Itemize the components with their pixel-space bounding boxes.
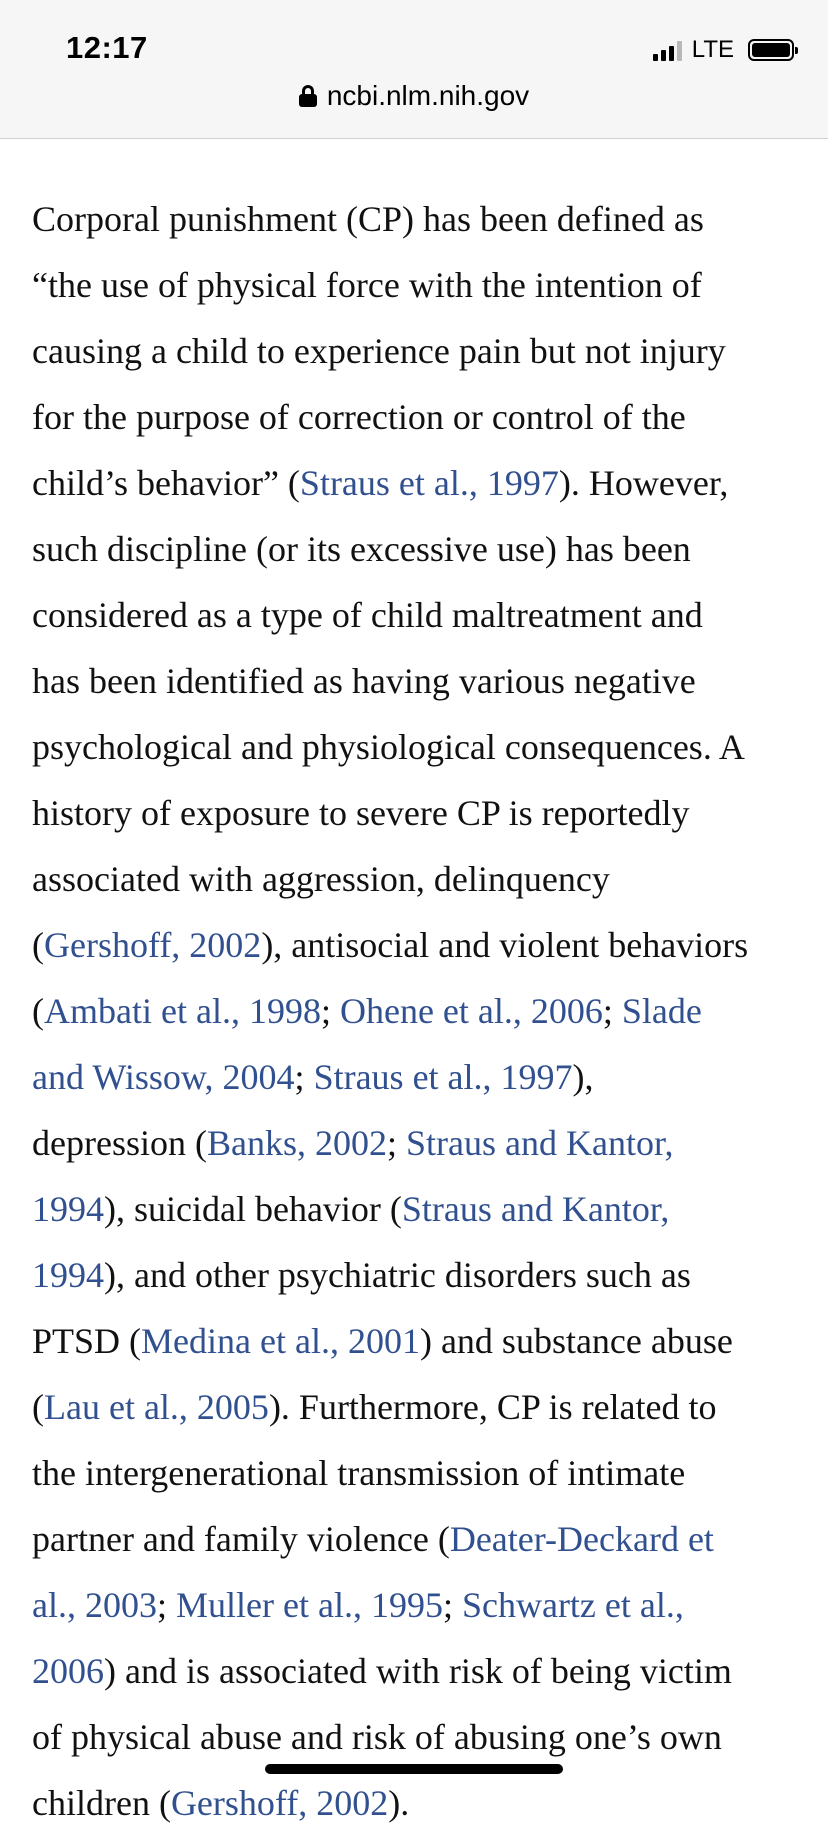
text-segment: (: [32, 925, 44, 965]
text-line: [32, 912, 802, 978]
text-segment: Corporal punishment (CP) has been defined as: [32, 199, 704, 239]
text-line: [32, 450, 802, 516]
text-line: [32, 648, 802, 714]
text-line: [32, 1506, 802, 1572]
text-segment: history of exposure to severe CP is reportedly: [32, 793, 690, 833]
text-segment: causing a child to experience pain but not injury: [32, 331, 726, 371]
text-line: [32, 780, 802, 846]
citation-link[interactable]: Deater-Deckard et: [449, 1519, 714, 1559]
text-line: [32, 1044, 802, 1110]
text-segment: ), and other psychiatric disorders such as: [104, 1255, 691, 1295]
text-segment: (: [32, 1387, 44, 1427]
text-line: [32, 516, 802, 582]
citation-link[interactable]: Slade: [621, 991, 702, 1031]
citation-link[interactable]: Ambati et al., 1998: [44, 991, 321, 1031]
citation-link[interactable]: Gershoff, 2002: [170, 1783, 389, 1823]
citation-link[interactable]: Straus and Kantor,: [405, 1123, 674, 1163]
text-line: [32, 978, 802, 1044]
text-segment: ).: [388, 1783, 410, 1823]
citation-link[interactable]: Muller et al., 1995: [176, 1585, 443, 1625]
text-segment: ) and is associated with risk of being victim: [104, 1651, 732, 1691]
network-type: LTE: [691, 36, 734, 63]
citation-link[interactable]: and Wissow, 2004: [32, 1057, 295, 1097]
url-text[interactable]: ncbi.nlm.nih.gov: [326, 80, 530, 111]
text-segment: ). However,: [558, 463, 729, 503]
text-segment: child’s behavior” (: [32, 463, 300, 503]
text-line: [32, 1308, 802, 1374]
text-segment: ;: [294, 1057, 314, 1097]
citation-link[interactable]: Gershoff, 2002: [44, 925, 262, 965]
text-segment: partner and family violence (: [32, 1519, 450, 1559]
home-indicator[interactable]: [265, 1764, 563, 1774]
text-segment: ), antisocial and violent behaviors: [261, 925, 749, 965]
citation-link[interactable]: 1994: [32, 1189, 104, 1229]
text-segment: ;: [602, 991, 622, 1031]
text-segment: ;: [442, 1585, 462, 1625]
text-segment: considered as a type of child maltreatment and: [32, 595, 703, 635]
text-segment: has been identified as having various negative: [32, 661, 696, 701]
text-segment: ) and substance abuse: [419, 1321, 733, 1361]
text-segment: PTSD (: [32, 1321, 142, 1361]
citation-link[interactable]: Lau et al., 2005: [44, 1387, 269, 1427]
text-line: [32, 186, 802, 252]
text-segment: for the purpose of correction or control of the: [32, 397, 686, 437]
status-indicators: [653, 36, 794, 64]
text-line: [32, 1110, 802, 1176]
text-segment: ;: [320, 991, 340, 1031]
text-segment: ),: [572, 1057, 594, 1097]
citation-link[interactable]: 2006: [32, 1651, 104, 1691]
text-segment: children (: [32, 1783, 171, 1823]
article-body: [32, 186, 802, 1836]
text-segment: ), suicidal behavior (: [104, 1189, 402, 1229]
citation-link[interactable]: Straus et al., 1997: [313, 1057, 573, 1097]
signal-icon: [653, 39, 682, 61]
text-line: [32, 318, 802, 384]
citation-link[interactable]: 1994: [32, 1255, 104, 1295]
text-line: [32, 1770, 802, 1836]
citation-link[interactable]: al., 2003: [32, 1585, 157, 1625]
citation-link[interactable]: Banks, 2002: [206, 1123, 387, 1163]
text-line: [32, 1704, 802, 1770]
text-segment: associated with aggression, delinquency: [32, 859, 610, 899]
text-segment: ;: [386, 1123, 406, 1163]
text-line: [32, 384, 802, 450]
citation-link[interactable]: Schwartz et al.,: [461, 1585, 684, 1625]
text-segment: ;: [156, 1585, 176, 1625]
text-segment: the intergenerational transmission of intimate: [32, 1453, 686, 1493]
text-segment: depression (: [32, 1123, 207, 1163]
text-line: [32, 1374, 802, 1440]
address-bar[interactable]: [0, 74, 828, 118]
status-time: 12:17: [66, 30, 148, 65]
text-line: [32, 1242, 802, 1308]
article-paragraph: [32, 186, 802, 1836]
text-line: [32, 714, 802, 780]
citation-link[interactable]: Straus et al., 1997: [299, 463, 559, 503]
citation-link[interactable]: Straus and Kantor,: [401, 1189, 670, 1229]
text-line: [32, 1176, 802, 1242]
citation-link[interactable]: Medina et al., 2001: [141, 1321, 420, 1361]
text-line: [32, 1638, 802, 1704]
text-segment: ). Furthermore, CP is related to: [268, 1387, 717, 1427]
text-segment: psychological and physiological consequences. A: [32, 727, 745, 767]
text-segment: (: [32, 991, 44, 1031]
battery-icon: [748, 39, 794, 61]
browser-top-bar: [0, 0, 828, 139]
text-line: [32, 1572, 802, 1638]
citation-link[interactable]: Ohene et al., 2006: [339, 991, 603, 1031]
lock-icon: [299, 85, 317, 107]
text-line: [32, 252, 802, 318]
text-segment: such discipline (or its excessive use) has been: [32, 529, 691, 569]
text-segment: of physical abuse and risk of abusing one’s own: [32, 1717, 722, 1757]
text-line: [32, 1440, 802, 1506]
text-line: [32, 582, 802, 648]
text-line: [32, 846, 802, 912]
text-segment: “the use of physical force with the intention of: [32, 265, 702, 305]
